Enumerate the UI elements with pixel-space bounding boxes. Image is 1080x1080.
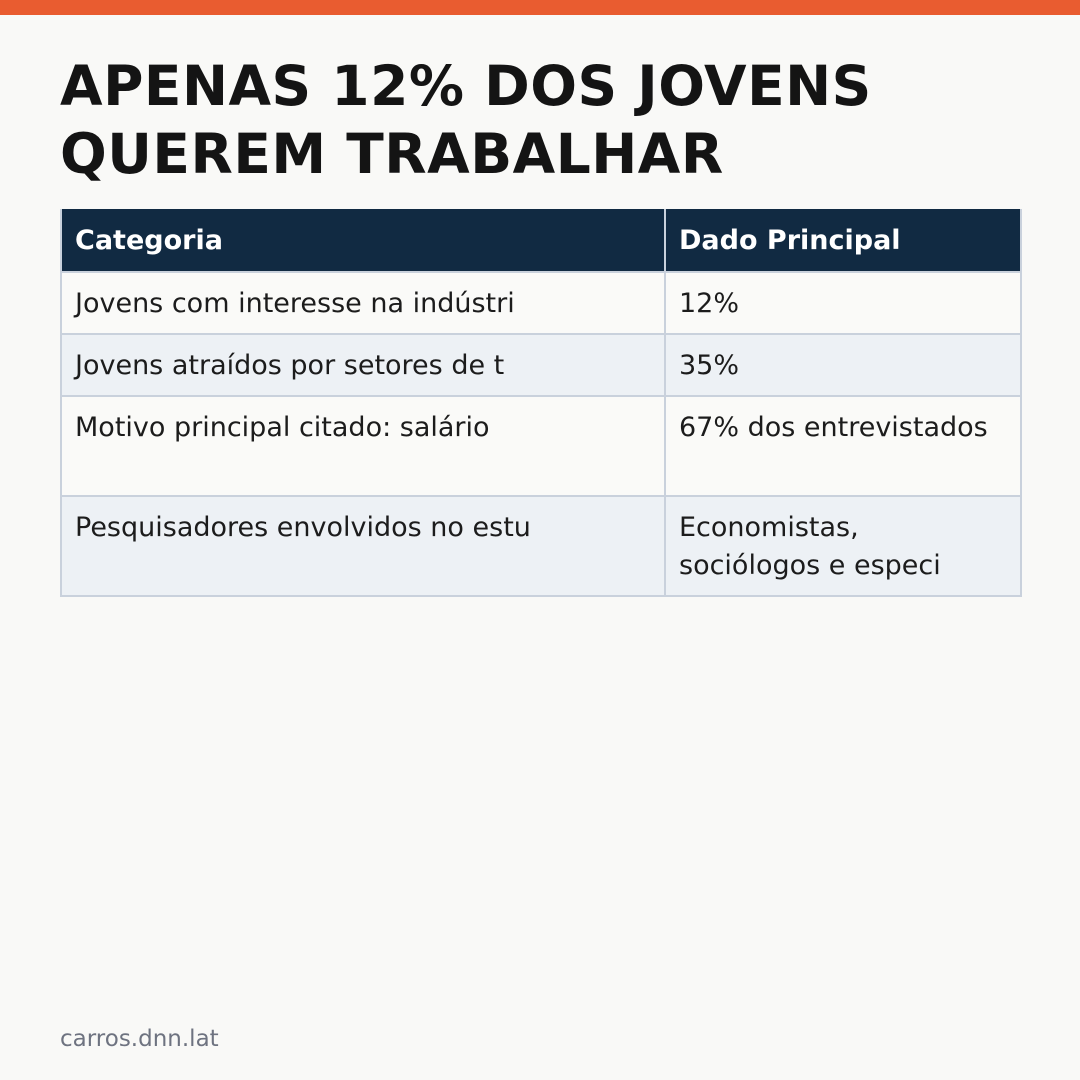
header-dado-principal: Dado Principal [665,209,1021,272]
table-row [61,496,1021,596]
header-categoria: Categoria [61,209,665,272]
row-value: Economistas, sociólogos e especi [665,496,1021,596]
row-category: Pesquisadores envolvidos no estu [61,496,665,596]
row-category: Motivo principal citado: salário [61,396,665,496]
table-header-row [61,209,1021,272]
accent-top-bar [0,0,1080,15]
row-category: Jovens atraídos por setores de t [61,334,665,396]
row-value: 67% dos entrevistados [665,396,1021,496]
headline [60,52,1020,188]
headline-line-2: QUEREM TRABALHAR [60,122,724,186]
footer-source: carros.dnn.lat [60,1026,219,1052]
table-row [61,272,1021,334]
data-table [60,209,1022,597]
headline-line-1: APENAS 12% DOS JOVENS [60,54,872,118]
row-value: 35% [665,334,1021,396]
table-row [61,396,1021,496]
row-value: 12% [665,272,1021,334]
row-category: Jovens com interesse na indústri [61,272,665,334]
table-row [61,334,1021,396]
